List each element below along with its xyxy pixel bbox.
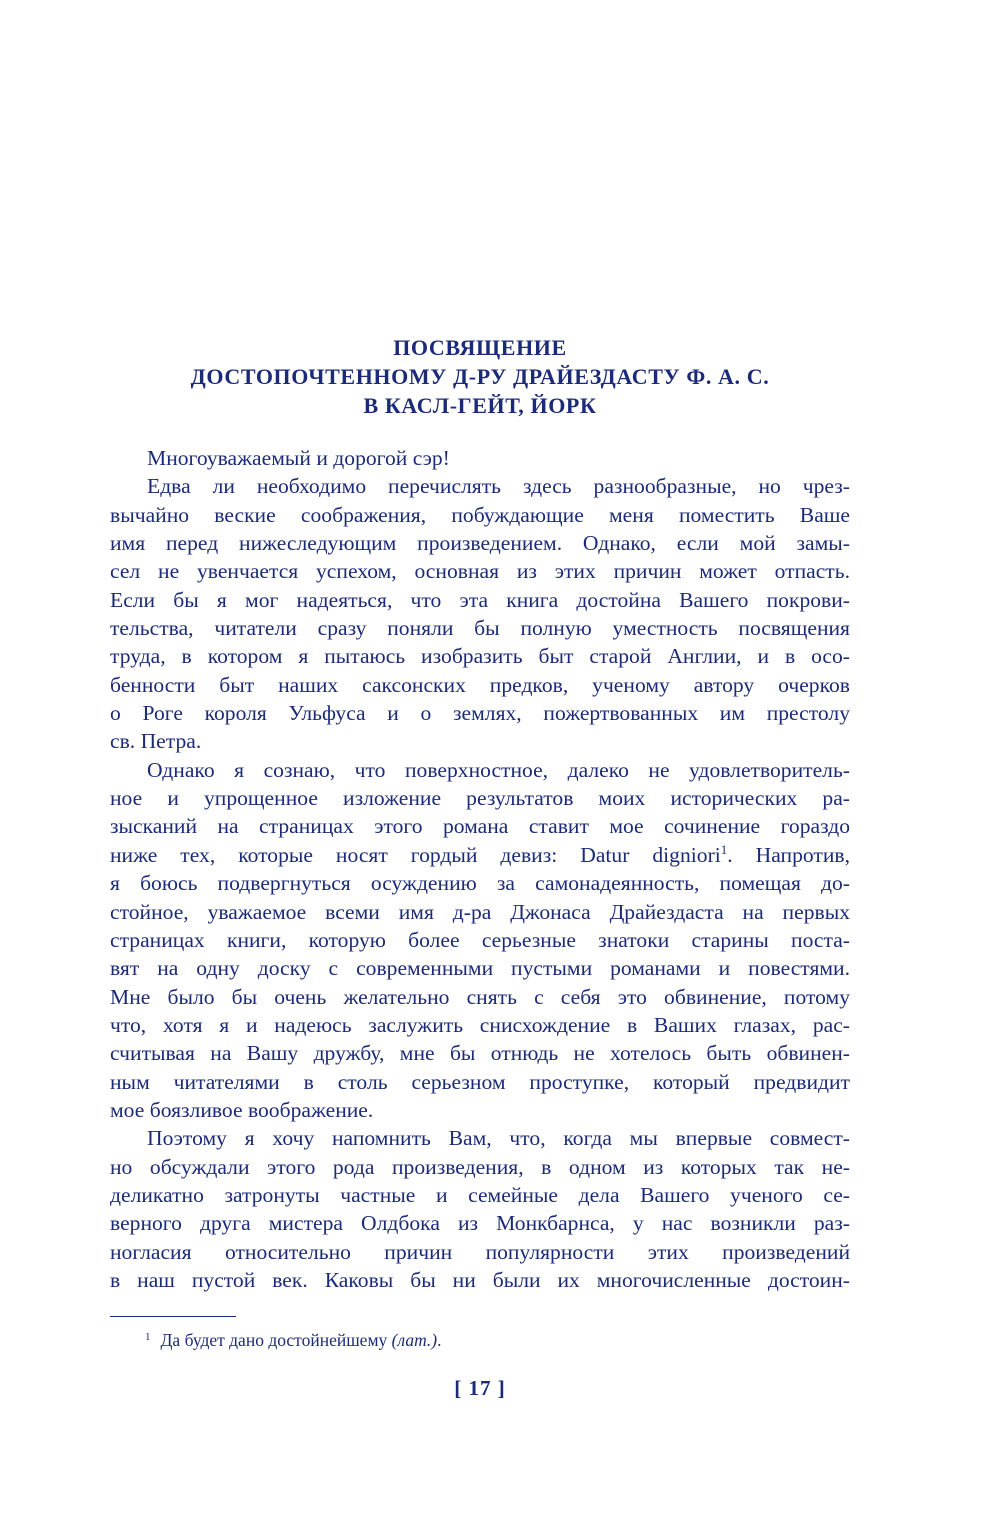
footnote bbox=[145, 1325, 442, 1352]
paragraph-2-line: ным читателями в столь серьезном проступке, который предвидит bbox=[110, 1069, 850, 1094]
paragraph-3-line: Поэтому я хочу напомнить Вам, что, когда мы впервые совмест- bbox=[147, 1126, 850, 1151]
footnote-divider bbox=[110, 1316, 236, 1317]
footnote-language-note: (лат.) bbox=[391, 1330, 438, 1350]
paragraph-1-line: Едва ли необходимо перечислять здесь разнообразные, но чрез- bbox=[147, 474, 850, 499]
paragraph-2-line: вят на одну доску с современными пустыми романами и повестями. bbox=[110, 956, 850, 981]
paragraph-2-line bbox=[110, 841, 850, 869]
paragraph-2-line: считывая на Вашу дружбу, мне бы отнюдь не хотелось быть обвинен- bbox=[110, 1041, 850, 1066]
paragraph-1-line: о Роге короля Ульфуса и о землях, пожертвованных им престолу bbox=[110, 701, 850, 726]
heading-line-3: В КАСЛ-ГЕЙТ, ЙОРК bbox=[363, 393, 597, 418]
paragraph-1-line: св. Петра. bbox=[110, 729, 202, 754]
paragraph-2-line: Однако я сознаю, что поверхностное, далеко не удовлетворитель- bbox=[147, 757, 850, 782]
paragraph-2-line: страницах книги, которую более серьезные знатоки старины поста- bbox=[110, 927, 850, 952]
footnote-end: . bbox=[437, 1330, 442, 1350]
page-number: [ 17 ] bbox=[454, 1376, 506, 1400]
paragraph-3-line: ногласия относительно причин популярности этих произведений bbox=[110, 1239, 850, 1264]
heading-line-2: ДОСТОПОЧТЕННОМУ Д-РУ ДРАЙЕЗДАСТУ Ф. А. С. bbox=[190, 364, 770, 389]
paragraph-3-line: деликатно затронуты частные и семейные дела Вашего ученого се- bbox=[110, 1182, 850, 1207]
salutation: Многоуважаемый и дорогой сэр! bbox=[147, 446, 450, 470]
footnote-mark: 1 bbox=[145, 1331, 151, 1343]
paragraph-2-line: я боюсь подвергнуться осуждению за самонадеянность, помещая до- bbox=[110, 871, 850, 896]
motto-text: ниже тех, которые носят гордый девиз: Datur digniori bbox=[110, 842, 721, 867]
paragraph-1-line: имя перед нижеследующим произведением. Однако, если мой замы- bbox=[110, 531, 850, 556]
paragraph-3-line: верного друга мистера Олдбока из Монкбарнса, у нас возникли раз- bbox=[110, 1211, 850, 1236]
paragraph-3-line: но обсуждали этого рода произведения, в одном из которых так не- bbox=[110, 1154, 850, 1179]
heading-line-1: ПОСВЯЩЕНИЕ bbox=[393, 335, 567, 360]
dedication-heading bbox=[110, 333, 850, 420]
paragraph-2-line: стойное, уважаемое всеми имя д-ра Джонаса Драйездаста на первых bbox=[110, 899, 850, 924]
paragraph-1-line: сел не увенчается успехом, основная из этих причин может отпасть. bbox=[110, 559, 850, 584]
paragraph-1-line: Если бы я мог надеяться, что эта книга достойна Вашего покрови- bbox=[110, 587, 850, 612]
paragraph-1-line: бенности быт наших саксонских предков, ученому автору очерков bbox=[110, 672, 850, 697]
paragraph-2-line: ное и упрощенное изложение результатов моих исторических ра- bbox=[110, 786, 850, 811]
paragraph-1-line: тельства, читатели сразу поняли бы полную уместность посвящения bbox=[110, 616, 850, 641]
paragraph-2-line: Мне было бы очень желательно снять с себя это обвинение, потому bbox=[110, 984, 850, 1009]
paragraph-2-line: что, хотя я и надеюсь заслужить снисхождение в Ваших глазах, рас- bbox=[110, 1012, 850, 1037]
paragraph-2-line: зысканий на страницах этого романа ставит мое сочинение гораздо bbox=[110, 814, 850, 839]
paragraph-2-line: мое боязливое воображение. bbox=[110, 1097, 374, 1122]
dedication-body bbox=[110, 444, 850, 1294]
motto-continuation: . Напротив, bbox=[727, 842, 850, 867]
paragraph-3-line: в наш пустой век. Каковы бы ни были их многочисленные достоин- bbox=[110, 1267, 850, 1292]
footnote-text: Да будет дано достойнейшему bbox=[160, 1330, 392, 1350]
paragraph-1-line: труда, в котором я пытаюсь изобразить быт старой Англии, и в осо- bbox=[110, 644, 850, 669]
footnote-reference[interactable]: 1 bbox=[720, 841, 728, 857]
paragraph-1-line: вычайно веские соображения, побуждающие меня поместить Ваше bbox=[110, 502, 850, 527]
